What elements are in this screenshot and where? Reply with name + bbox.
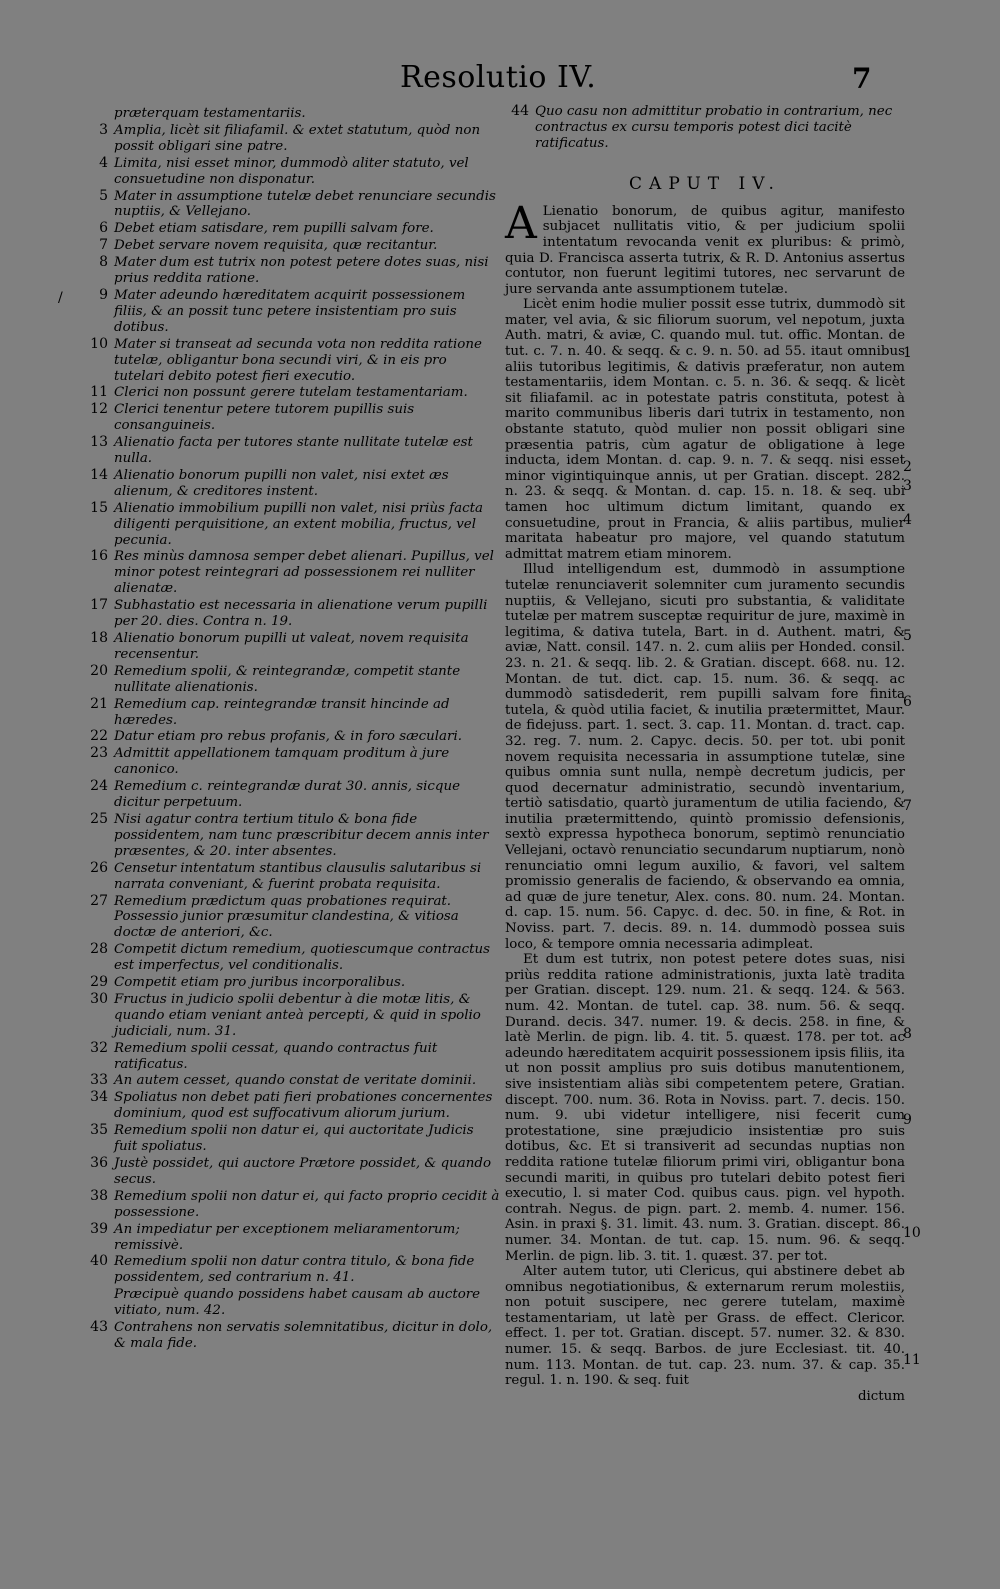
- margin-number: 10: [903, 1225, 921, 1241]
- page-header: [0, 60, 1000, 100]
- summary-text: Mater si transeat ad secunda vota non reddita ratione tutelæ, obligantur bona secundi viri, & in eis pro tutelari debito potest fieri executio.: [114, 336, 482, 384]
- summary-item: [80, 435, 500, 467]
- summary-item: [80, 664, 500, 696]
- summary-number: 26: [90, 859, 108, 876]
- paragraph-text: Lienatio bonorum, de quibus agitur, manifesto subjacet nullitatis vitio, & per judicium spolii intentatum revocanda venit ex pluribus: & primò, quia D. Francisca asserta tutrix, & R. D. Antonius assertus contutor, non fuerunt legitimi tutores, nec servarunt de jure servanda ante assumptionem tutelæ.: [505, 203, 905, 297]
- paragraph: [505, 297, 905, 562]
- summary-item: [80, 779, 500, 811]
- summary-item: [80, 1222, 500, 1254]
- summary-number: 20: [90, 662, 108, 679]
- summary-text: Alienatio immobilium pupilli non valet, nisi priùs facta diligenti perquisitione, an extent mobilia, fructus, vel pecunia.: [114, 500, 483, 548]
- summary-text: Clerici tenentur petere tutorem pupillis suis consanguineis.: [114, 402, 415, 434]
- summary-text: Remedium prædictum quas probationes requirat. Possessio junior præsumitur clandestina, & vitiosa doctæ de anteriori, &c.: [114, 893, 459, 941]
- summary-text: An autem cesset, quando constat de veritate dominii.: [114, 1073, 477, 1089]
- margin-number: 1: [903, 345, 912, 361]
- summary-item: [80, 501, 500, 549]
- summary-number: 14: [90, 466, 108, 483]
- summary-item: [80, 288, 500, 336]
- paragraph-text: Illud intelligendum est, dummodò in assumptione tutelæ renunciaverit solemniter cum juramento secundis nuptiis, & Vellejano, sicuti pro substantia, & validitate tutelæ per matrem susceptæ requiritur de jure, maximè in legitima, & dativa tutela, Bart. in d. Authent. matri, & aviæ, Natt. consil. 147. n. 2. cum aliis per Honded. consil. 23. n. 21. & seqq. lib. 2. & Gratian. discept. 668. nu. 12. Montan. de tut. dict. cap. 15. num. 36. & seqq. ac dummodò satisdederit, rem pupilli salvam fore finita tutela, & quòd utilia faciet, & inutilia prætermittet, Maur. de fidejuss. part. 1. sect. 3. cap. 11. Montan. d. tract. cap. 32. reg. 7. num. 2. Capyc. decis. 50. per tot. ubi ponit novem requisita necessaria in assumptione tutelæ, sine quibus omnia sunt nulla, nempè decretum judicis, per quod decernatur administratio, secundò inventarium, tertiò satisdatio, quartò juramentum de utilia faciendo, & inutilia prætermittendo, quintò promissio defensionis, sextò expressa hypotheca bonorum, septimò renunciatio Vellejani, octavò renunciatio secundarum nuptiarum, nonò renunciatio omni legum auxilio, & favori, vel saltem promissio generalis de faciendo, & observando ea omnia, ad quæ de jure tenetur, Alex. cons. 80. num. 24. Montan. d. cap. 15. num. 56. Capyc. d. dec. 50. in fine, & Rot. in Noviss. part. 7. decis. 89. n. 14. dummodò possea suis loco, & tempore omnia necessaria adimpleat.: [505, 562, 905, 952]
- summary-text: Res minùs damnosa semper debet alienari. Pupillus, vel minor potest reintegrari ad possessionem rei nulliter alienatæ.: [114, 549, 494, 597]
- summary-text: Fructus in judicio spolii debentur à die motæ litis, & quando etiam veniant anteà percepti, & quid in spolio judiciali, num. 31.: [114, 991, 481, 1039]
- summary-text: Contrahens non servatis solemnitatibus, dicitur in dolo, & mala fide.: [114, 1320, 493, 1351]
- summary-text: Competit etiam pro juribus incorporalibus.: [114, 975, 406, 991]
- summary-text: Remedium spolii non datur ei, qui auctoritate Judicis fuit spoliatus.: [114, 1123, 474, 1155]
- summary-number: 16: [90, 548, 108, 565]
- summary-number: 35: [90, 1122, 108, 1139]
- summary-text: An impediatur per exceptionem meliaramentorum; remissivè.: [114, 1221, 460, 1253]
- summary-item: [80, 894, 500, 942]
- summary-item: [80, 255, 500, 287]
- summary-text: Quo casu non admittitur probatio in contrarium, nec contractus ex cursu temporis potest dici tacitè ratificatus.: [535, 104, 893, 151]
- summary-item: [80, 1254, 500, 1286]
- summary-number: 18: [90, 630, 108, 646]
- summary-text: Remedium c. reintegrandæ durat 30. annis, sicque dicitur perpetuum.: [114, 779, 461, 811]
- summary-number: 33: [90, 1072, 108, 1089]
- summary-number: 32: [90, 1039, 108, 1056]
- summary-number: 29: [90, 974, 108, 991]
- margin-number: 2: [903, 459, 912, 475]
- summary-text: Clerici non possunt gerere tutelam testamentariam.: [114, 385, 468, 401]
- summary-number: 22: [90, 728, 108, 745]
- paragraph-text: Alter autem tutor, uti Clericus, qui abstinere debet ab omnibus negotiationibus, & externarum rerum molestiis, non potuit suscipere, nec gerere tutelam, maximè testamentariam, ut latè per Grass. de effect. Clericor. effect. 1. per tot. Gratian. discept. 57. numer. 32. & 830. numer. 15. & seqq. Barbos. de jure Ecclesiast. tit. 40. num. 113. Montan. de tut. cap. 23. num. 37. & cap. 35. regul. 1. n. 190. & seq. fuit: [505, 1264, 905, 1389]
- summary-item: [80, 598, 500, 630]
- summary-text: Competit dictum remedium, quotiescumque contractus est imperfectus, vel conditionalis.: [114, 942, 490, 974]
- summary-text: Mater in assumptione tutelæ debet renunciare secundis nuptiis, & Vellejano.: [114, 188, 496, 220]
- summary-item: [80, 1073, 500, 1089]
- summary-number: 8: [99, 254, 108, 271]
- margin-number: 9: [903, 1112, 912, 1128]
- summary-number: 36: [90, 1155, 108, 1171]
- summary-item: [80, 337, 500, 385]
- summary-number: 23: [90, 745, 108, 762]
- summary-number: 43: [90, 1319, 108, 1336]
- summary-item: [80, 221, 500, 237]
- summary-item: [80, 402, 500, 434]
- summary-text: Censetur intentatum stantibus clausulis salutaribus si narrata conveniant, & fuerint probata requisita.: [114, 860, 482, 892]
- summary-item: [80, 812, 500, 860]
- page-number: 7: [852, 62, 872, 95]
- summary-text: Remedium spolii cessat, quando contractus fuit ratificatus.: [114, 1040, 438, 1072]
- summary-number: 27: [90, 892, 108, 909]
- summary-text: Præcipuè quando possidens habet causam ab auctore vitiato, num. 42.: [114, 1287, 481, 1319]
- summary-number: 17: [90, 597, 108, 614]
- summary-number: 10: [90, 335, 108, 352]
- summary-item: [80, 992, 500, 1040]
- summary-text: Alienatio bonorum pupilli non valet, nisi extet æs alienum, & creditores instent.: [114, 467, 449, 499]
- summary-number: 44: [511, 103, 529, 119]
- summary-text: Remedium spolii, & reintegrandæ, competit stante nullitate alienationis.: [114, 663, 461, 695]
- summary-number: 24: [90, 778, 108, 795]
- summary-item: [80, 238, 500, 254]
- margin-number: 5: [903, 628, 912, 644]
- margin-number: 8: [903, 1026, 912, 1042]
- summary-number: 12: [90, 401, 108, 418]
- summary-text: præterquam testamentariis.: [114, 106, 306, 121]
- summary-number: 6: [99, 220, 108, 237]
- summary-item: [80, 1320, 500, 1352]
- margin-number: 4: [903, 512, 912, 528]
- summary-item: [80, 156, 500, 188]
- summary-text: Amplia, licèt sit filiafamil. & extet statutum, quòd non possit obligari sine patre.: [114, 122, 481, 154]
- margin-number: 7: [903, 798, 912, 814]
- summary-item: [80, 189, 500, 221]
- summary-item: [80, 1156, 500, 1188]
- summary-item: [80, 468, 500, 500]
- summary-item: [80, 385, 500, 401]
- summary-number: 28: [90, 941, 108, 958]
- summary-item: [80, 746, 500, 778]
- summary-item: [80, 975, 500, 991]
- summary-text: Admittit appellationem tamquam proditum à jure canonico.: [114, 746, 450, 778]
- summary-number: 7: [99, 237, 108, 254]
- paragraph: [505, 952, 905, 1264]
- summary-item: [80, 1041, 500, 1073]
- paragraph-text: Et dum est tutrix, non potest petere dotes suas, nisi priùs reddita ratione administrationis, juxta latè tradita per Gratian. discept. 129. num. 21. & seqq. 124. & 563. num. 42. Montan. de tutel. cap. 38. num. 56. & seqq. Durand. decis. 347. numer. 19. & decis. 258. in fine, & latè Merlin. de pign. lib. 4. tit. 5. quæst. 178. per tot. ac adeundo hæreditatem acquirit possessionem ipsis filiis, ita ut non possit amplius pro suis dotibus manutentionem, sive insistentiam aliàs sibi competentem petere, Gratian. discept. 700. num. 36. Rota in Noviss. part. 7. decis. 150. num. 9. ubi videtur intelligere, nisi fecerit cum protestatione, sine præjudicio insistentiæ pro suis dotibus, &c. Et si transiverit ad secundas nuptias non reddita ratione tutelæ filiorum primi viri, obligantur bona secundi mariti, in quibus pro tutelari debito potest fieri executio, l. si mater Cod. quibus caus. pign. vel hypoth. contrah. Negus. de pign. part. 2. memb. 4. numer. 156. Asin. in praxi §. 31. limit. 43. num. 3. Gratian. discept. 86. numer. 34. Montan. de tut. cap. 15. num. 96. & seqq. Merlin. de pign. lib. 3. tit. 1. quæst. 37. per tot.: [505, 952, 905, 1264]
- summary-text: Limita, nisi esset minor, dummodò aliter statuto, vel consuetudine non disponatur.: [114, 155, 469, 187]
- summary-left-column: [80, 106, 500, 1353]
- summary-item: [80, 1287, 500, 1319]
- summary-item: [80, 942, 500, 974]
- body-text: [505, 197, 905, 1404]
- catchword: dictum: [857, 1388, 905, 1404]
- summary-number: 11: [90, 384, 108, 401]
- summary-item: [80, 631, 500, 663]
- summary-text: Justè possidet, qui auctore Prætore possidet, & quando secus.: [114, 1156, 492, 1187]
- summary-text: Spoliatus non debet pati fieri probationes concernentes dominium, quod est suffocativum aliorum jurium.: [114, 1090, 493, 1122]
- paragraph: [505, 1264, 905, 1389]
- main-right-column: [505, 104, 905, 1404]
- summary-text: Debet etiam satisdare, rem pupilli salvam fore.: [114, 221, 434, 237]
- summary-text: Subhastatio est necessaria in alienatione verum pupilli per 20. dies. Contra n. 19.: [114, 598, 488, 630]
- paragraph: [505, 197, 905, 298]
- running-title: Resolutio IV.: [400, 60, 597, 95]
- summary-number: 39: [90, 1220, 108, 1237]
- summary-item: [80, 697, 500, 729]
- summary-number: 34: [90, 1089, 108, 1106]
- summary-number: 9: [99, 286, 108, 303]
- summary-item: [80, 861, 500, 893]
- summary-number: 5: [99, 187, 108, 204]
- summary-number: 21: [90, 695, 108, 712]
- left-margin-mark: /: [58, 290, 63, 306]
- chapter-title: CAPUT IV.: [629, 173, 781, 194]
- summary-number: 40: [90, 1253, 108, 1270]
- summary-number: 3: [99, 121, 108, 138]
- summary-item: [80, 1090, 500, 1122]
- summary-text: Datur etiam pro rebus profanis, & in foro sæculari.: [114, 729, 462, 745]
- summary-item: [80, 729, 500, 745]
- summary-text: Alienatio facta per tutores stante nullitate tutelæ est nulla.: [114, 435, 473, 467]
- margin-number: 6: [903, 694, 912, 710]
- summary-item: [80, 106, 500, 122]
- summary-number: 13: [90, 434, 108, 451]
- summary-text: Alienatio bonorum pupilli ut valeat, novem requisita recensentur.: [114, 631, 469, 662]
- summary-number: 38: [90, 1187, 108, 1204]
- summary-item: [505, 104, 905, 152]
- paragraph: [505, 562, 905, 952]
- summary-item: [80, 1189, 500, 1221]
- summary-text: Debet servare novem requisita, quæ recitantur.: [114, 238, 438, 254]
- summary-text: Remedium spolii non datur ei, qui facto proprio cecidit à possessione.: [114, 1188, 500, 1220]
- summary-item: [80, 549, 500, 597]
- summary-number: 4: [99, 154, 108, 171]
- summary-text: Mater adeundo hæreditatem acquirit possessionem filiis, & an possit tunc petere insistentiam pro suis dotibus.: [114, 287, 466, 335]
- margin-number: 3: [903, 478, 912, 494]
- summary-text: Remedium spolii non datur contra titulo, & bona fide possidentem, sed contrarium n. 41.: [114, 1254, 475, 1286]
- summary-item: [80, 1123, 500, 1155]
- summary-number: 15: [90, 499, 108, 516]
- drop-cap: A: [505, 197, 537, 249]
- summary-text: Nisi agatur contra tertium titulo & bona fide possidentem, nam tunc præscribitur decem annis inter præsentes, & 20. inter absentes.: [114, 811, 489, 859]
- margin-number: 11: [903, 1352, 921, 1368]
- summary-number: 25: [90, 810, 108, 827]
- summary-text: Remedium cap. reintegrandæ transit hincinde ad hæredes.: [114, 696, 450, 728]
- paragraph-text: Licèt enim hodie mulier possit esse tutrix, dummodò sit mater, vel avia, & sic filiorum suorum, vel nepotum, juxta Auth. matri, & aviæ, C. quando mul. tut. offic. Montan. de tut. c. 7. n. 40. & seqq. & c. 9. n. 50. ad 55. itaut omnibus aliis tutoribus legitimis, & dativis præferatur, non autem testamentariis, idem Montan. c. 5. n. 36. & seqq. & licèt sit filiafamil. ac in potestate patris constituta, potest à marito communibus liberis dari tutrix in testamento, non obstante statuto, quòd mulier non possit obligari sine præsentia patris, cùm agatur de obligatione à lege inducta, idem Montan. d. cap. 9. n. 7. & seqq. nisi esset minor vigintiquinque annis, ut per Gratian. discept. 282. n. 23. & seqq. & Montan. d. cap. 15. n. 18. & seq. ubi tamen hoc ultimum dictum limitant, quando ex consuetudine, prout in Francia, & aliis partibus, mulier maritata habeatur pro majore, vel quando statutum admittat matrem etiam minorem.: [505, 297, 905, 562]
- summary-text: Mater dum est tutrix non potest petere dotes suas, nisi prius reddita ratione.: [114, 255, 489, 287]
- summary-number: 30: [90, 990, 108, 1007]
- summary-item: [80, 123, 500, 155]
